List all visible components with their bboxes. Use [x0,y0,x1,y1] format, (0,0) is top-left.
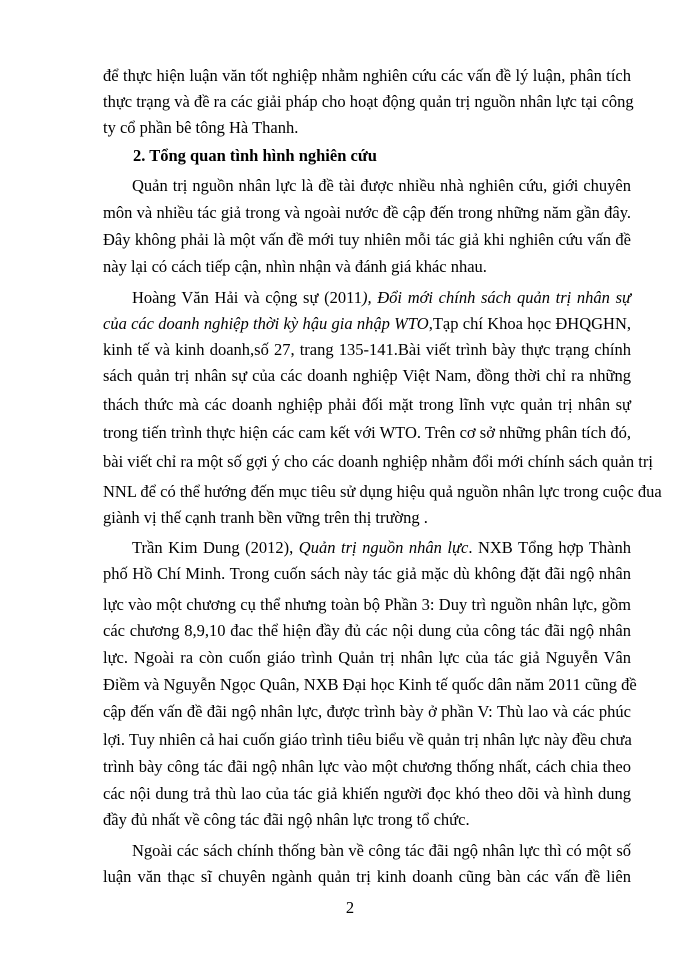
paragraph-line [132,538,631,558]
paragraph-line: giành vị thế cạnh tranh bền vững trên thị trường . [103,508,428,527]
paragraph-line: lực vào một chương cụ thể nhưng toàn bộ Phần 3: Duy trì nguồn nhân lực, gồm [103,595,631,614]
paragraph-line: Điềm và Nguyễn Ngọc Quân, NXB Đại học Kinh tế quốc dân năm 2011 cũng đề [103,675,637,694]
paragraph-line: lợi. Tuy nhiên cả hai cuốn giáo trình tiêu biểu về quản trị nhân lực này đều chưa [103,730,632,749]
paragraph-line: thách thức mà các doanh nghiệp phải đối mặt trong lĩnh vực quản trị nhân sự [103,395,631,414]
paragraph-line: bài viết chỉ ra một số gợi ý cho các doanh nghiệp nhằm đổi mới chính sách quản trị [103,452,653,471]
paragraph-line: các nội dung trả thù lao của tác giả khiến người đọc khó theo dõi và hình dung [103,784,631,803]
paragraph-line: này lại có cách tiếp cận, nhìn nhận và đánh giá khác nhau. [103,257,487,276]
citation-title: ), Đổi mới chính sách quản trị nhân sự [361,288,631,307]
paragraph-line: trong tiến trình thực hiện các cam kết với WTO. Trên cơ sở những phân tích đó, [103,423,631,442]
intro-line: ty cổ phần bê tông Hà Thanh. [103,118,299,137]
paragraph-line: cập đến vấn đề đãi ngộ nhân lực, được trình bày ở phần V: Thù lao và các phúc [103,702,631,721]
citation-source: . NXB Tổng hợp Thành [468,538,632,557]
paragraph-line: Quản trị nguồn nhân lực là đề tài được nhiều nhà nghiên cứu, giới chuyên [132,176,631,195]
paragraph-line: các chương 8,9,10 đac thể hiện đầy đủ các nội dung của công tác đãi ngộ nhân [103,621,631,640]
paragraph-line: kinh tế và kinh doanh,số 27, trang 135-141.Bài viết trình bày thực trạng chính [103,340,631,359]
paragraph-line: trình bày công tác đãi ngộ nhân lực vào một chương thống nhất, cách chia theo [103,757,631,776]
citation-source: ,Tạp chí Khoa học ĐHQGHN, [428,314,631,333]
citation-author: Hoàng Văn Hải và cộng sự (2011 [132,288,362,307]
intro-line: để thực hiện luận văn tốt nghiệp nhằm nghiên cứu các vấn đề lý luận, phân tích [103,66,631,85]
paragraph-line: sách quản trị nhân sự của các doanh nghiệp Việt Nam, đồng thời chỉ ra những [103,366,631,385]
citation-title: của các doanh nghiệp thời kỳ hậu gia nhập WTO [103,314,429,333]
paragraph-line: NNL để có thể hướng đến mục tiêu sử dụng hiệu quả nguồn nhân lực trong cuộc đua [103,482,662,501]
paragraph-line: môn và nhiều tác giả trong và ngoài nước đề cập đến trong những năm gần đây. [103,203,631,222]
paragraph-line: lực. Ngoài ra còn cuốn giáo trình Quản trị nhân lực của tác giả Nguyễn Vân [103,648,631,667]
page-number: 2 [345,898,355,917]
paragraph-line: luận văn thạc sĩ chuyên ngành quản trị kinh doanh cũng bàn các vấn đề liên [103,867,631,886]
paragraph-line: Đây không phải là một vấn đề mới tuy nhiên mỗi tác giả khi nghiên cứu vấn đề [103,230,631,249]
paragraph-line [103,314,631,334]
paragraph-line: phố Hồ Chí Minh. Trong cuốn sách này tác giả mặc dù không đặt đãi ngộ nhân [103,564,631,583]
paragraph-line: Ngoài các sách chính thống bàn về công tác đãi ngộ nhân lực thì có một số [132,841,631,860]
intro-line: thực trạng và đề ra các giải pháp cho hoạt động quản trị nguồn nhân lực tại công [103,92,634,111]
citation-title: Quản trị nguồn nhân lực [298,538,469,557]
paragraph-line [132,288,631,308]
citation-author: Trần Kim Dung (2012), [132,538,299,557]
section-heading: 2. Tổng quan tình hình nghiên cứu [133,146,377,165]
paragraph-line: đầy đủ nhất về công tác đãi ngộ nhân lực trong tổ chức. [103,810,470,829]
